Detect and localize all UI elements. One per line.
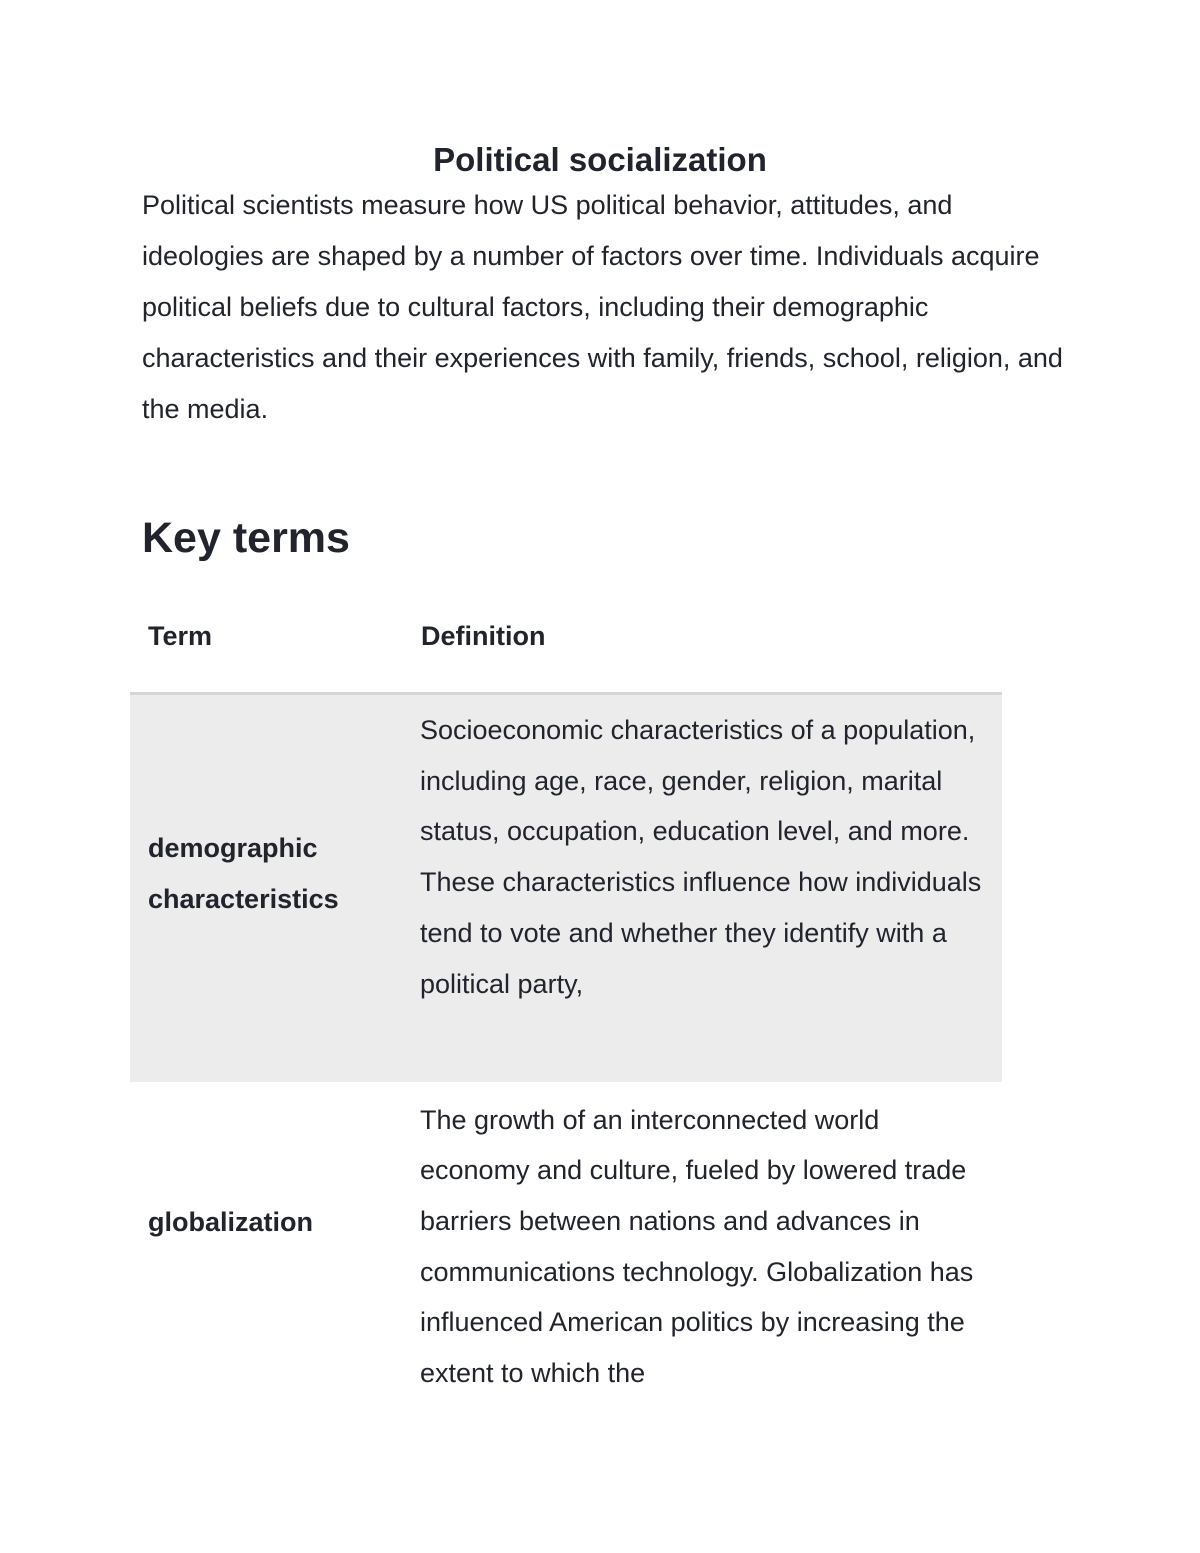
intro-paragraph: Political scientists measure how US political behavior, attitudes, and ideologies are shaped by a number of factors over time. Individuals acquire political beliefs due to cultural factors, including their demographic characteristics and their experiences with family, friends, school, religion, and the media. [142, 190, 1063, 424]
page-title: Political socialization [433, 141, 767, 178]
key-terms-heading: Key terms [142, 514, 350, 562]
definition-column-header: Definition [403, 588, 1002, 694]
definition-cell: The growth of an interconnected world economy and culture, fueled by lowered trade barriers between nations and advances in communications technology. Globalization has influenced American politics by increasing the extent to which the [420, 1104, 974, 1389]
key-terms-table [130, 588, 1002, 1399]
term-cell: globalization [148, 1206, 313, 1237]
definition-cell: Socioeconomic characteristics of a population, including age, race, gender, religion, marital status, occupation, education level, and more. These characteristics influence how individuals tend to vote and whether they identify with a political party, [403, 694, 1002, 1082]
term-cell: demographic characteristics [130, 694, 403, 1082]
table-row [130, 1082, 1002, 1399]
term-column-header: Term [130, 588, 403, 694]
table-row [130, 694, 1002, 1082]
table-header-row [130, 588, 1002, 694]
